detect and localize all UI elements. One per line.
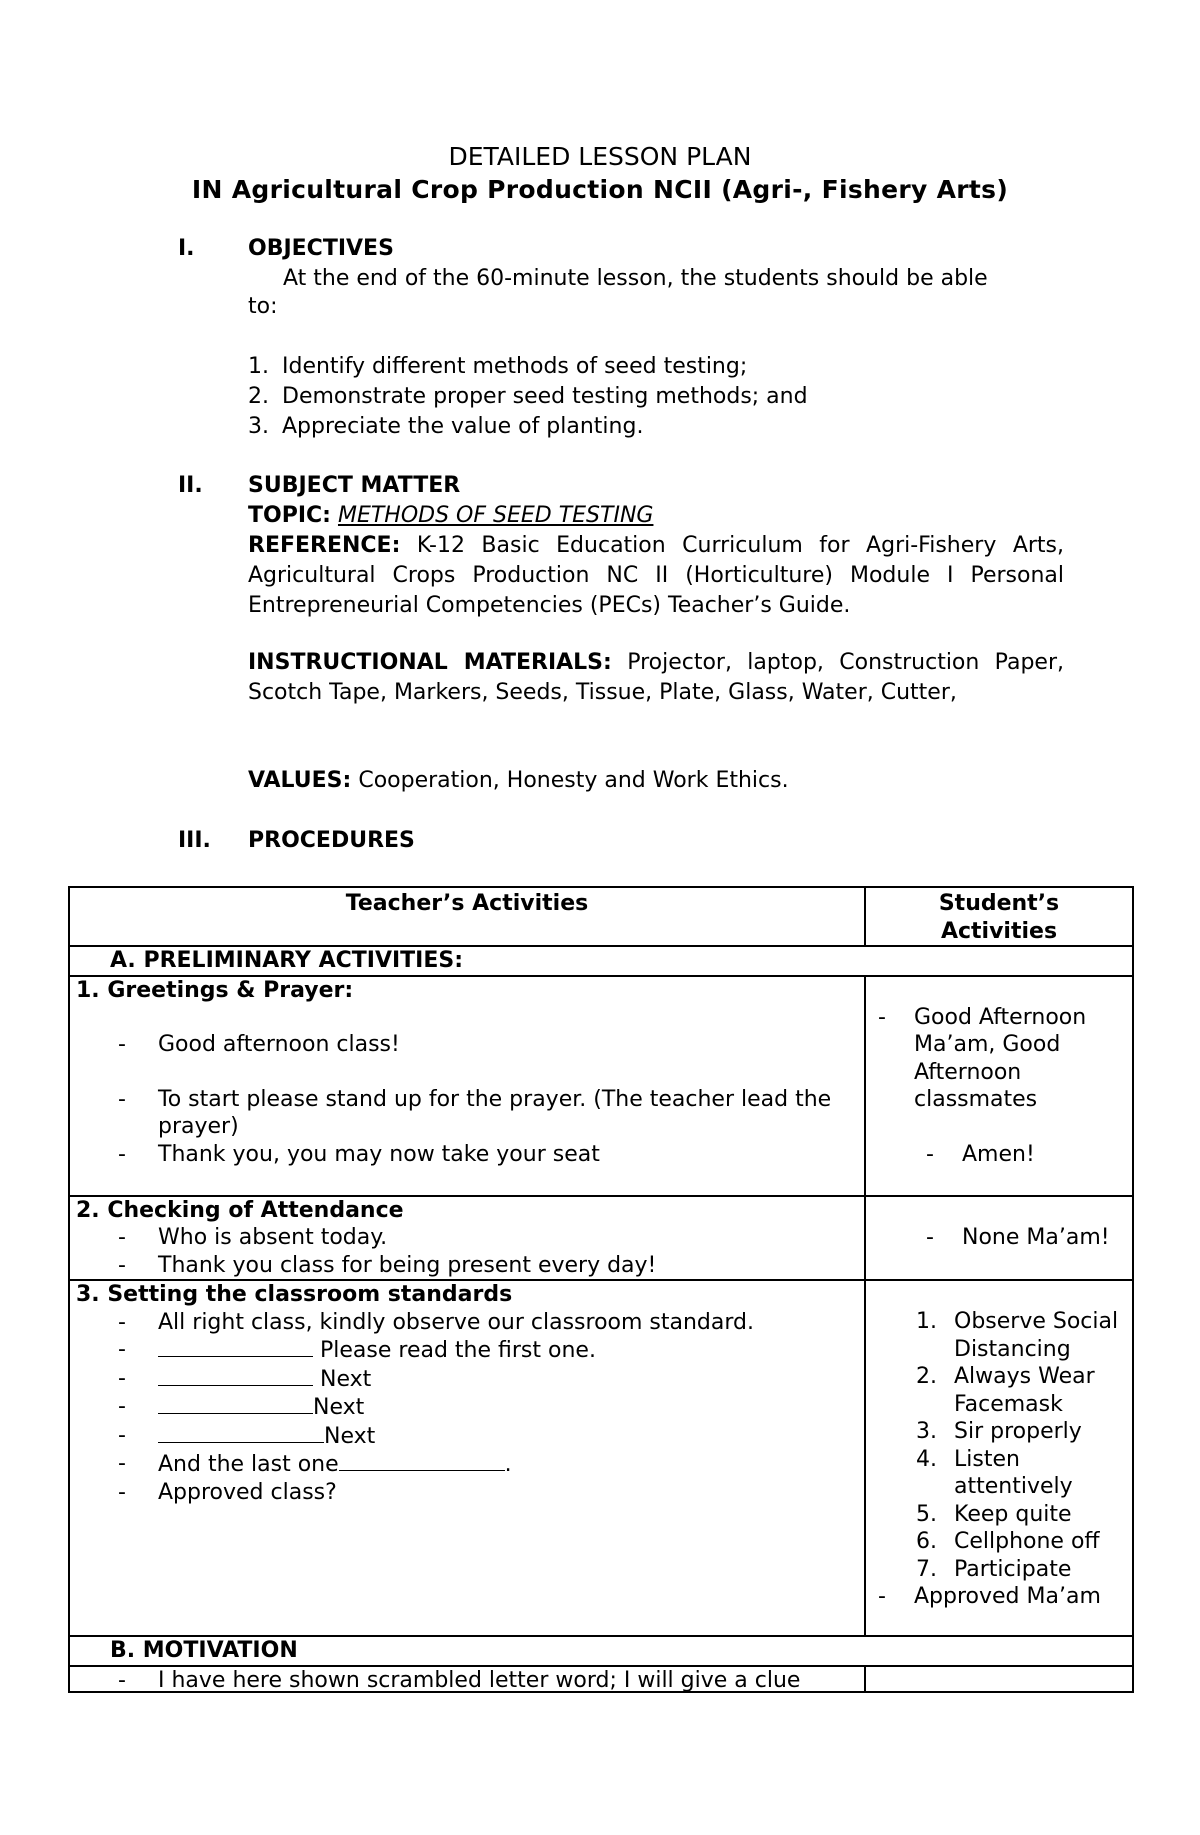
standards-student-final: - Approved Ma’am — [872, 1583, 1126, 1611]
section-a-row — [69, 946, 1133, 976]
document-subtitle: IN Agricultural Crop Production NCII (Agri-, Fishery Arts) — [191, 175, 1009, 204]
greetings-student-cell — [865, 976, 1133, 1196]
materials-value: Projector, laptop, Construction Paper, Scotch Tape, Markers, Seeds, Tissue, Plate, Glass, Water, Cutter, — [248, 650, 1064, 705]
standard-item — [872, 1363, 1126, 1418]
table-row — [69, 976, 1133, 1196]
standard-item — [872, 1556, 1126, 1584]
standards-teacher-line: - Approved class? — [76, 1479, 858, 1507]
standard-text: Sir properly — [954, 1419, 1082, 1444]
standard-number: 7. — [916, 1556, 937, 1582]
objective-number: 3. — [248, 414, 269, 439]
materials-paragraph — [248, 648, 1064, 708]
objective-number: 1. — [248, 354, 269, 379]
standards-student-cell — [865, 1280, 1133, 1636]
greetings-student-line: - Amen! — [920, 1141, 1126, 1169]
standards-title: 3. Setting the classroom standards — [76, 1282, 513, 1307]
standard-item — [872, 1308, 1126, 1363]
student-header-line1: Student’s — [938, 891, 1060, 916]
objectives-numeral: I. — [178, 236, 195, 261]
fill-blank — [158, 1422, 324, 1443]
reference-paragraph — [248, 531, 1064, 621]
topic-label: TOPIC: — [248, 503, 331, 528]
greetings-teacher-cell — [69, 976, 865, 1196]
standard-text: Listen attentively — [954, 1446, 1073, 1499]
greetings-student-line: - Good Afternoon Ma’am, Good Afternoon classmates — [872, 1004, 1126, 1114]
standards-teacher-line — [76, 1365, 858, 1394]
section-b-heading: B. MOTIVATION — [69, 1636, 1133, 1666]
reference-label: REFERENCE: — [248, 533, 401, 558]
standard-number: 2. — [916, 1364, 937, 1389]
standard-text: Keep quite — [954, 1501, 1072, 1527]
procedures-numeral: III. — [178, 828, 211, 853]
standard-number: 3. — [916, 1419, 937, 1444]
values-value: Cooperation, Honesty and Work Ethics. — [358, 768, 789, 793]
standards-teacher-line — [76, 1393, 858, 1422]
standard-text: Cellphone off — [954, 1529, 1100, 1554]
fill-blank — [339, 1450, 505, 1471]
table-row — [69, 1666, 1133, 1692]
subject-matter-heading: SUBJECT MATTER — [248, 473, 461, 498]
objectives-intro: At the end of the 60-minute lesson, the students should be able — [283, 266, 988, 291]
topic-value: METHODS OF SEED TESTING — [337, 503, 654, 528]
objective-text: Demonstrate proper seed testing methods; and — [282, 384, 808, 409]
standard-item — [872, 1501, 1126, 1529]
standards-teacher-text: Next — [324, 1423, 376, 1449]
table-row — [69, 1280, 1133, 1636]
standard-text: Participate — [954, 1556, 1072, 1582]
motivation-teacher-cell — [69, 1666, 865, 1692]
standards-teacher-cell — [69, 1280, 865, 1636]
objectives-heading: OBJECTIVES — [248, 236, 394, 261]
materials-label: INSTRUCTIONAL MATERIALS: — [248, 650, 612, 675]
values-label: VALUES: — [248, 768, 352, 793]
section-b-row — [69, 1636, 1133, 1666]
procedures-table — [68, 886, 1134, 1693]
student-activities-header — [865, 887, 1133, 946]
table-row — [69, 1196, 1133, 1281]
standards-teacher-line: - And the last one . — [76, 1450, 858, 1479]
table-header-row — [69, 887, 1133, 946]
standard-text: Always Wear Facemask — [954, 1364, 1095, 1417]
standard-item — [872, 1418, 1126, 1446]
greetings-teacher-line: - Good afternoon class! — [76, 1031, 858, 1059]
standard-item — [872, 1446, 1126, 1501]
greetings-teacher-line: - Thank you, you may now take your seat — [76, 1141, 858, 1169]
standards-teacher-text: Please read the first one. — [320, 1338, 596, 1363]
standard-number: 1. — [916, 1309, 937, 1334]
objective-item — [248, 382, 808, 412]
standards-teacher-text: And the last one — [158, 1452, 339, 1477]
fill-blank — [158, 1365, 313, 1386]
topic-line — [248, 501, 1064, 531]
standard-number: 5. — [916, 1501, 937, 1527]
reference-value: K-12 Basic Education Curriculum for Agri-Fishery Arts, Agricultural Crops Production NC II (Horticulture) Module I Personal Entrepreneurial Competencies (PECs) Teacher’s Guide. — [248, 533, 1064, 618]
objective-number: 2. — [248, 384, 269, 409]
standards-teacher-line: - All right class, kindly observe our classroom standard. — [76, 1309, 858, 1337]
motivation-teacher-line: - I have here shown scrambled letter word; I will give a clue — [76, 1667, 858, 1691]
standards-teacher-line — [76, 1336, 858, 1365]
fill-blank — [158, 1336, 313, 1357]
standards-teacher-text: Next — [313, 1395, 365, 1420]
attendance-title: 2. Checking of Attendance — [76, 1197, 404, 1223]
values-line — [248, 766, 1064, 796]
standards-teacher-line — [76, 1422, 858, 1451]
objectives-intro-cont: to: — [248, 294, 278, 319]
standard-number: 6. — [916, 1529, 937, 1554]
objective-item — [248, 412, 643, 442]
objective-text: Identify different methods of seed testing; — [282, 354, 748, 379]
standard-item — [872, 1528, 1126, 1556]
subject-matter-numeral: II. — [178, 473, 203, 498]
greetings-teacher-line: - To start please stand up for the prayer. (The teacher lead the prayer) — [76, 1086, 858, 1141]
motivation-student-cell — [865, 1666, 1133, 1692]
attendance-student-line: - None Ma’am! — [920, 1224, 1126, 1252]
greetings-title: 1. Greetings & Prayer: — [76, 977, 354, 1003]
student-header-line2: Activities — [940, 918, 1058, 944]
objective-text: Appreciate the value of planting. — [282, 414, 644, 439]
objective-item — [248, 352, 747, 382]
teacher-activities-header: Teacher’s Activities — [69, 887, 865, 946]
standards-teacher-text: Next — [320, 1366, 372, 1392]
attendance-teacher-cell — [69, 1196, 865, 1281]
attendance-teacher-line: - Who is absent today. — [76, 1224, 858, 1252]
procedures-heading: PROCEDURES — [248, 828, 415, 853]
attendance-teacher-line: - Thank you class for being present every day! — [76, 1252, 858, 1280]
document-title: DETAILED LESSON PLAN — [448, 142, 752, 171]
section-a-heading: A. PRELIMINARY ACTIVITIES: — [69, 946, 1133, 976]
fill-blank — [158, 1393, 313, 1414]
standard-number: 4. — [916, 1446, 937, 1472]
attendance-student-cell — [865, 1196, 1133, 1281]
standard-text: Observe Social Distancing — [954, 1309, 1119, 1362]
